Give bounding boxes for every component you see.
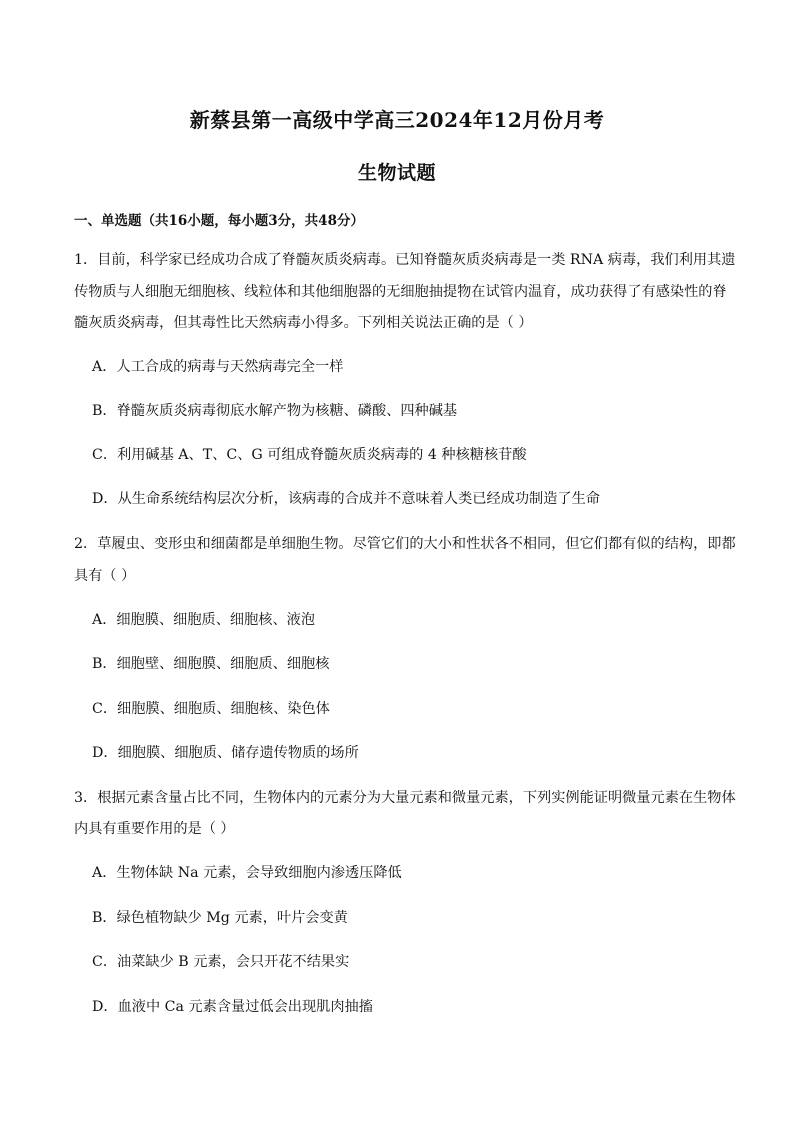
question-2-option-d: D．细胞膜、细胞质、储存遗传物质的场所 — [92, 745, 359, 761]
question-3-option-c: C．油菜缺少 B 元素，会只开花不结果实 — [92, 954, 350, 970]
question-1-option-d: D．从生命系统结构层次分析，该病毒的合成并不意味着人类已经成功制造了生命 — [92, 491, 600, 507]
question-2-option-a: A．细胞膜、细胞质、细胞核、液泡 — [92, 612, 316, 628]
question-3-line-2: 内具有重要作用的是（ ） — [74, 821, 235, 837]
question-2-line-1: 2．草履虫、变形虫和细菌都是单细胞生物。尽管它们的大小和性状各不相同，但它们都有似的结构，即都 — [74, 536, 736, 552]
exam-title: 新蔡县第一高级中学高三2024年12月份月考 — [189, 108, 605, 132]
exam-subtitle: 生物试题 — [357, 162, 436, 184]
question-1-option-a: A．人工合成的病毒与天然病毒完全一样 — [92, 359, 344, 375]
question-2-line-2: 具有（ ） — [74, 568, 136, 584]
question-1-option-b: B．脊髓灰质炎病毒彻底水解产物为核糖、磷酸、四种碱基 — [92, 403, 458, 419]
question-3-line-1: 3．根据元素含量占比不同，生物体内的元素分为大量元素和微量元素，下列实例能证明微量元素在生物体 — [74, 790, 736, 806]
question-3-option-a: A．生物体缺 Na 元素，会导致细胞内渗透压降低 — [92, 865, 402, 881]
question-2-option-c: C．细胞膜、细胞质、细胞核、染色体 — [92, 701, 330, 717]
question-1-line-1: 1．目前，科学家已经成功合成了脊髓灰质炎病毒。已知脊髓灰质炎病毒是一类 RNA 病毒，我们利用其遗 — [74, 252, 736, 268]
question-1-line-3: 髓灰质炎病毒，但其毒性比天然病毒小得多。下列相关说法正确的是（ ） — [74, 315, 533, 331]
section-heading: 一、单选题（共16小题，每小题3分，共48分） — [74, 213, 364, 229]
question-1-option-c: C．利用碱基 A、T、C、G 可组成脊髓灰质炎病毒的 4 种核糖核苷酸 — [92, 447, 527, 463]
question-1-line-2: 传物质与人细胞无细胞核、线粒体和其他细胞器的无细胞抽提物在试管内温育，成功获得了有感染性的脊 — [74, 284, 727, 300]
question-3-option-d: D．血液中 Ca 元素含量过低会出现肌肉抽搐 — [92, 999, 373, 1015]
question-3-option-b: B．绿色植物缺少 Mg 元素，叶片会变黄 — [92, 910, 348, 926]
question-2-option-b: B．细胞壁、细胞膜、细胞质、细胞核 — [92, 656, 330, 672]
